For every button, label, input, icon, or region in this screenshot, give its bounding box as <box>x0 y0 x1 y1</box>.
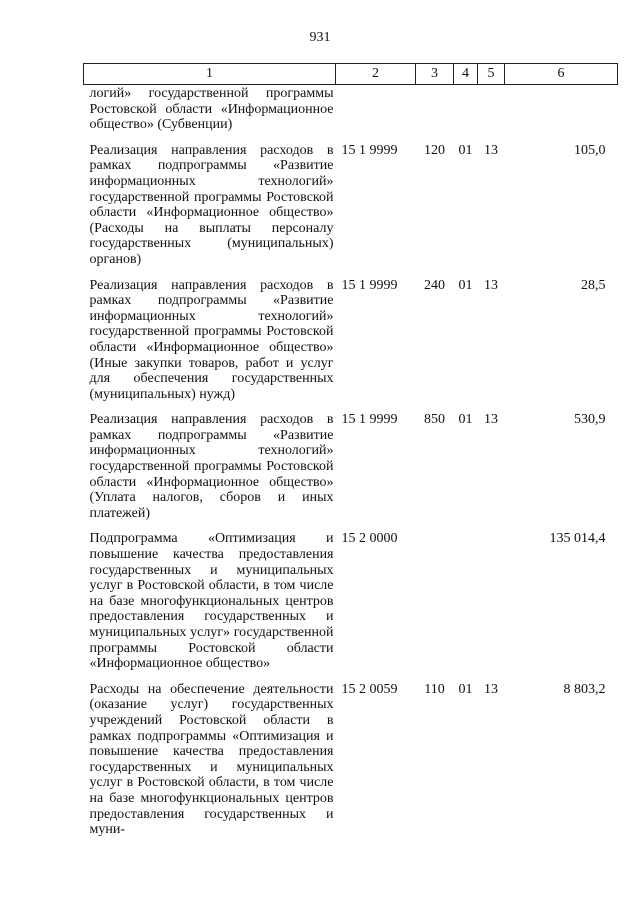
table-row <box>84 531 618 681</box>
row-name: Подпрограмма «Оптимизация и повышение качества предоставления государственных и муниципальных услуг в Ростовской области, в том числе на базе многофункциональных центров предоставления государственных и муниципальных услуг» государственной программы Ростовской области «Информационное общество» <box>89 531 334 672</box>
table-row <box>84 278 618 413</box>
row-expense-type: 850 <box>424 412 445 428</box>
row-name: Реализация направления расходов в рамках подпрограммы «Развитие информационных технологий» государственной программы Ростовской области «Информационное общество» (Расходы на выплаты персоналу государственных (муниципальных) органов) <box>89 142 334 267</box>
table-row <box>84 143 618 278</box>
row-name: Реализация направления расходов в рамках подпрограммы «Развитие информационных технологий» государственной программы Ростовской области «Информационное общество» (Уплата налогов, сборов и иных платежей) <box>89 412 334 521</box>
row-amount: 135 014,4 <box>549 531 606 547</box>
row-section: 01 <box>458 277 473 293</box>
row-target-code: 15 2 0059 <box>341 681 398 697</box>
row-target-code: 15 1 9999 <box>341 142 398 158</box>
column-header-5: 5 <box>478 64 505 85</box>
row-subsection <box>478 531 505 681</box>
row-expense-type: 110 <box>424 681 445 697</box>
table-row <box>84 412 618 531</box>
row-expense-type <box>416 85 454 143</box>
column-header-4: 4 <box>454 64 478 85</box>
table-row <box>84 85 618 143</box>
row-target-code <box>336 85 416 143</box>
row-subsection: 13 <box>484 412 498 428</box>
row-amount: 8 803,2 <box>563 681 606 697</box>
row-target-code: 15 1 9999 <box>341 277 398 293</box>
row-subsection: 13 <box>484 277 498 293</box>
row-target-code: 15 1 9999 <box>341 412 398 428</box>
column-header-6: 6 <box>505 64 618 85</box>
row-section <box>454 85 478 143</box>
row-amount: 530,9 <box>574 412 606 428</box>
row-name: логий» государственной программы Ростовской области «Информационное общество» (Субвенции) <box>89 86 334 133</box>
row-subsection: 13 <box>484 681 498 697</box>
row-name: Реализация направления расходов в рамках подпрограммы «Развитие информационных технологий» государственной программы Ростовской области «Информационное общество» (Иные закупки товаров, работ и услуг для обеспечения государственных (муниципальных) нужд) <box>89 277 334 402</box>
row-section: 01 <box>458 412 473 428</box>
row-expense-type <box>416 531 454 681</box>
row-section: 01 <box>458 681 473 697</box>
column-header-3: 3 <box>416 64 454 85</box>
column-header-2: 2 <box>336 64 416 85</box>
row-expense-type: 120 <box>424 142 445 158</box>
row-subsection <box>478 85 505 143</box>
row-section <box>454 531 478 681</box>
table-body <box>84 85 618 848</box>
row-expense-type: 240 <box>424 277 445 293</box>
budget-table <box>83 63 618 848</box>
row-amount: 28,5 <box>581 277 606 293</box>
row-target-code: 15 2 0000 <box>341 531 398 547</box>
row-amount: 105,0 <box>574 142 606 158</box>
row-name: Расходы на обеспечение деятельности (оказание услуг) государственных учреждений Ростовской области в рамках подпрограммы «Оптимизация и повышение качества предоставления государственных и муниципальных услуг в Ростовской области, в том числе на базе многофункциональных центров предоставления государственных и муни- <box>89 681 334 838</box>
row-amount <box>505 85 618 143</box>
table-row <box>84 682 618 848</box>
row-section: 01 <box>458 142 473 158</box>
page-number: 931 <box>309 30 331 45</box>
table-header <box>84 64 618 85</box>
column-header-1: 1 <box>84 64 336 85</box>
row-subsection: 13 <box>484 142 498 158</box>
